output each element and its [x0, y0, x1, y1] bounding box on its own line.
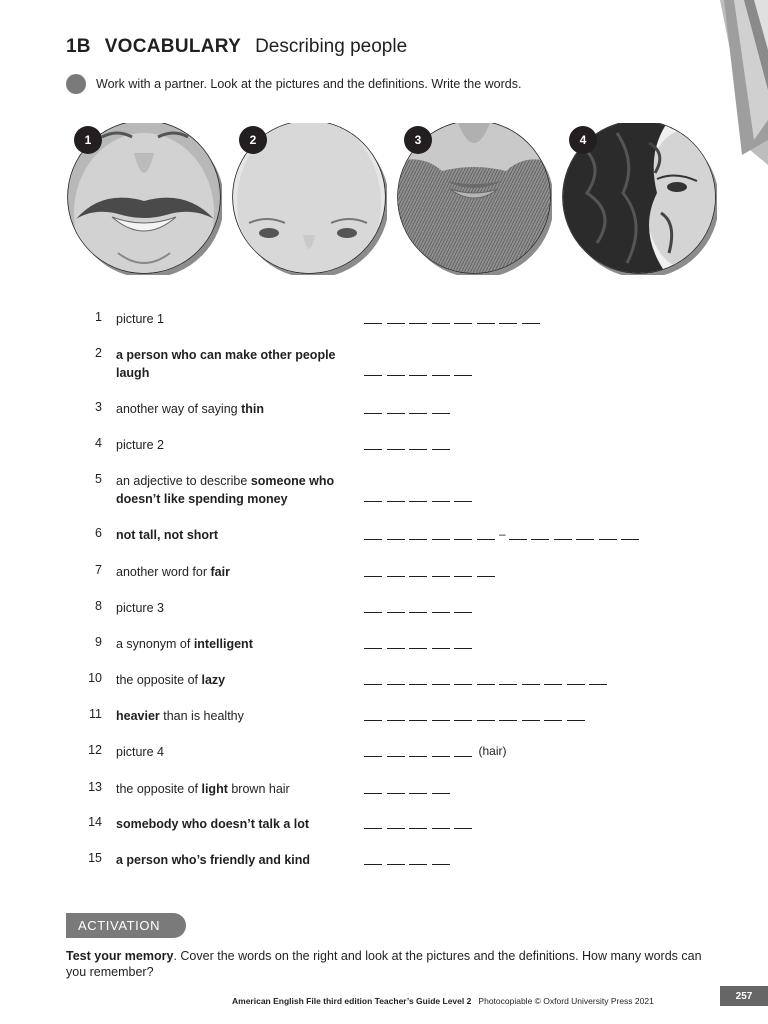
item-number: 1 — [95, 310, 102, 324]
definition-text: the opposite of — [116, 782, 202, 796]
item-definition — [116, 743, 356, 761]
answer-blanks[interactable] — [364, 402, 454, 414]
item-number: 7 — [95, 563, 102, 577]
bullet-icon — [66, 74, 86, 94]
letter-blank[interactable] — [454, 528, 472, 540]
item-definition — [116, 815, 356, 833]
item-definition — [116, 436, 356, 454]
letter-blank[interactable] — [499, 673, 517, 685]
definition-text: picture 4 — [116, 745, 164, 759]
letter-blank[interactable] — [432, 312, 450, 324]
item-number: 15 — [88, 851, 102, 865]
letter-blank[interactable] — [387, 782, 405, 794]
answer-blanks[interactable] — [364, 709, 589, 721]
letter-blank[interactable] — [409, 817, 427, 829]
instruction-text: Work with a partner. Look at the pictures and the definitions. Write the words. — [96, 77, 522, 91]
letter-blank[interactable] — [409, 782, 427, 794]
footer-copyright: Photocopiable © Oxford University Press 2021 — [478, 996, 654, 1006]
letter-blank[interactable] — [364, 402, 382, 414]
letter-blank[interactable] — [432, 673, 450, 685]
footer — [232, 996, 654, 1006]
letter-blank[interactable] — [432, 438, 450, 450]
page-header — [66, 36, 407, 58]
activation-banner: ACTIVATION — [66, 913, 186, 938]
answer-blanks[interactable] — [364, 438, 454, 450]
letter-blank[interactable] — [409, 312, 427, 324]
instruction-row — [66, 74, 521, 94]
activation-lead: Test your memory — [66, 949, 174, 963]
definition-text: another word for — [116, 565, 211, 579]
letter-blank[interactable] — [409, 402, 427, 414]
picture-2 — [227, 123, 387, 275]
definition-text: picture 2 — [116, 438, 164, 452]
item-definition — [116, 400, 356, 418]
picture-number-badge: 2 — [239, 126, 267, 154]
definition-keyword: lazy — [201, 673, 226, 687]
letter-blank[interactable] — [387, 565, 405, 577]
definition-keyword: a person who’s friendly and kind — [116, 853, 311, 867]
letter-blank[interactable] — [544, 709, 562, 721]
letter-blank[interactable] — [387, 438, 405, 450]
letter-blank[interactable] — [432, 402, 450, 414]
letter-blank[interactable] — [576, 528, 594, 540]
letter-blank[interactable] — [477, 709, 495, 721]
activation-text — [66, 948, 706, 980]
letter-blank[interactable] — [364, 673, 382, 685]
letter-blank[interactable] — [432, 637, 450, 649]
picture-number-badge: 4 — [569, 126, 597, 154]
definition-keyword: thin — [241, 402, 264, 416]
definition-text: a synonym of — [116, 637, 194, 651]
answer-blanks[interactable] — [364, 312, 544, 324]
item-number: 8 — [95, 599, 102, 613]
letter-blank[interactable] — [364, 853, 382, 865]
letter-blank[interactable] — [364, 364, 382, 376]
definition-keyword: heavier — [116, 709, 160, 723]
letter-blank[interactable] — [409, 745, 427, 757]
letter-blank[interactable] — [409, 364, 427, 376]
letter-blank[interactable] — [454, 364, 472, 376]
definition-keyword: not tall, not short — [116, 528, 219, 542]
item-number: 11 — [89, 707, 102, 721]
definition-keyword: someone who doesn’t like spending money — [116, 474, 335, 506]
letter-blank[interactable] — [409, 637, 427, 649]
letter-blank[interactable] — [544, 673, 562, 685]
picture-number-badge: 1 — [74, 126, 102, 154]
letter-blank[interactable] — [409, 565, 427, 577]
answer-blanks[interactable] — [364, 745, 507, 757]
letter-blank[interactable] — [432, 528, 450, 540]
letter-blank[interactable] — [409, 673, 427, 685]
definition-text: brown hair — [227, 782, 290, 796]
definition-text: an adjective to describe — [116, 474, 251, 488]
answer-blanks[interactable] — [364, 853, 454, 865]
letter-blank[interactable] — [364, 782, 382, 794]
answer-blanks[interactable] — [364, 490, 477, 502]
letter-blank[interactable] — [477, 673, 495, 685]
item-definition — [116, 563, 356, 581]
answer-blanks[interactable] — [364, 817, 477, 829]
letter-blank[interactable] — [589, 673, 607, 685]
letter-blank[interactable] — [567, 673, 585, 685]
letter-blank[interactable] — [554, 528, 572, 540]
letter-blank[interactable] — [387, 673, 405, 685]
picture-1 — [62, 123, 222, 275]
item-definition — [116, 671, 356, 689]
letter-blank[interactable] — [364, 528, 382, 540]
hyphen-separator: – — [499, 527, 506, 541]
picture-number-badge: 3 — [404, 126, 432, 154]
letter-blank[interactable] — [432, 853, 450, 865]
activation-body: . Cover the words on the right and look at the pictures and the definitions. How many words can you remember? — [66, 949, 702, 979]
letter-blank[interactable] — [432, 601, 450, 613]
letter-blank[interactable] — [364, 745, 382, 757]
letter-blank[interactable] — [454, 565, 472, 577]
definition-text: picture 1 — [116, 312, 164, 326]
letter-blank[interactable] — [499, 312, 517, 324]
letter-blank[interactable] — [364, 565, 382, 577]
letter-blank[interactable] — [409, 853, 427, 865]
letter-blank[interactable] — [454, 673, 472, 685]
letter-blank[interactable] — [454, 709, 472, 721]
item-definition — [116, 346, 356, 382]
letter-blank[interactable] — [432, 745, 450, 757]
letter-blank[interactable] — [432, 817, 450, 829]
item-number: 14 — [88, 815, 102, 829]
letter-blank[interactable] — [409, 601, 427, 613]
letter-blank[interactable] — [477, 312, 495, 324]
letter-blank[interactable] — [522, 709, 540, 721]
letter-blank[interactable] — [432, 565, 450, 577]
letter-blank[interactable] — [567, 709, 585, 721]
letter-blank[interactable] — [409, 709, 427, 721]
letter-blank[interactable] — [387, 402, 405, 414]
item-definition — [116, 599, 356, 617]
letter-blank[interactable] — [387, 637, 405, 649]
corner-decoration — [720, 0, 768, 165]
letter-blank[interactable] — [364, 490, 382, 502]
item-number: 10 — [88, 671, 102, 685]
item-number: 13 — [88, 780, 102, 794]
letter-blank[interactable] — [364, 817, 382, 829]
letter-blank[interactable] — [432, 709, 450, 721]
definition-text: another way of saying — [116, 402, 242, 416]
item-number: 6 — [95, 526, 102, 540]
letter-blank[interactable] — [454, 312, 472, 324]
answer-blanks[interactable] — [364, 782, 454, 794]
letter-blank[interactable] — [454, 601, 472, 613]
letter-blank[interactable] — [454, 745, 472, 757]
letter-blank[interactable] — [454, 490, 472, 502]
letter-blank[interactable] — [477, 528, 495, 540]
letter-blank[interactable] — [387, 853, 405, 865]
answer-blanks[interactable] — [364, 637, 477, 649]
item-number: 5 — [95, 472, 102, 486]
item-number: 9 — [95, 635, 102, 649]
letter-blank[interactable] — [599, 528, 617, 540]
letter-blank[interactable] — [432, 490, 450, 502]
item-definition — [116, 310, 356, 328]
definition-keyword: intelligent — [193, 637, 253, 651]
letter-blank[interactable] — [432, 782, 450, 794]
definition-keyword: a person who can make other people laugh — [116, 348, 336, 380]
letter-blank[interactable] — [621, 528, 639, 540]
item-number: 2 — [95, 346, 102, 360]
answer-blanks[interactable] — [364, 673, 612, 685]
item-definition — [116, 472, 356, 508]
definition-keyword: fair — [210, 565, 230, 579]
letter-blank[interactable] — [432, 364, 450, 376]
letter-blank[interactable] — [454, 817, 472, 829]
letter-blank[interactable] — [509, 528, 527, 540]
letter-blank[interactable] — [477, 565, 495, 577]
answer-blanks[interactable] — [364, 528, 644, 540]
answer-blanks[interactable] — [364, 565, 499, 577]
item-definition — [116, 780, 356, 798]
picture-3 — [392, 123, 552, 275]
lesson-code: 1B — [66, 36, 91, 57]
letter-blank[interactable] — [387, 601, 405, 613]
letter-blank[interactable] — [387, 817, 405, 829]
page-number: 257 — [720, 986, 768, 1006]
letter-blank[interactable] — [531, 528, 549, 540]
letter-blank[interactable] — [409, 490, 427, 502]
item-definition — [116, 851, 356, 869]
letter-blank[interactable] — [364, 709, 382, 721]
letter-blank[interactable] — [522, 312, 540, 324]
item-number: 12 — [88, 743, 102, 757]
definition-text: than is healthy — [159, 709, 244, 723]
answer-blanks[interactable] — [364, 364, 477, 376]
letter-blank[interactable] — [387, 745, 405, 757]
answer-blanks[interactable] — [364, 601, 477, 613]
definition-keyword: somebody who doesn’t talk a lot — [116, 817, 310, 831]
letter-blank[interactable] — [387, 490, 405, 502]
letter-blank[interactable] — [409, 528, 427, 540]
picture-4 — [557, 123, 717, 275]
footer-book-title: American English File third edition Teacher’s Guide Level 2 — [232, 996, 472, 1006]
item-number: 4 — [95, 436, 102, 450]
letter-blank[interactable] — [454, 637, 472, 649]
letter-blank[interactable] — [387, 364, 405, 376]
item-definition — [116, 526, 356, 544]
item-definition — [116, 707, 356, 725]
answer-suffix: (hair) — [478, 744, 507, 758]
section-title: VOCABULARY — [104, 36, 242, 57]
letter-blank[interactable] — [409, 438, 427, 450]
letter-blank[interactable] — [499, 709, 517, 721]
item-definition — [116, 635, 356, 653]
letter-blank[interactable] — [364, 438, 382, 450]
item-number: 3 — [95, 400, 102, 414]
letter-blank[interactable] — [522, 673, 540, 685]
letter-blank[interactable] — [387, 709, 405, 721]
letter-blank[interactable] — [387, 528, 405, 540]
definition-text: the opposite of — [116, 673, 202, 687]
definition-keyword: light — [201, 782, 228, 796]
letter-blank[interactable] — [364, 601, 382, 613]
section-subtitle: Describing people — [255, 36, 408, 57]
letter-blank[interactable] — [364, 637, 382, 649]
letter-blank[interactable] — [387, 312, 405, 324]
definition-text: picture 3 — [116, 601, 164, 615]
letter-blank[interactable] — [364, 312, 382, 324]
